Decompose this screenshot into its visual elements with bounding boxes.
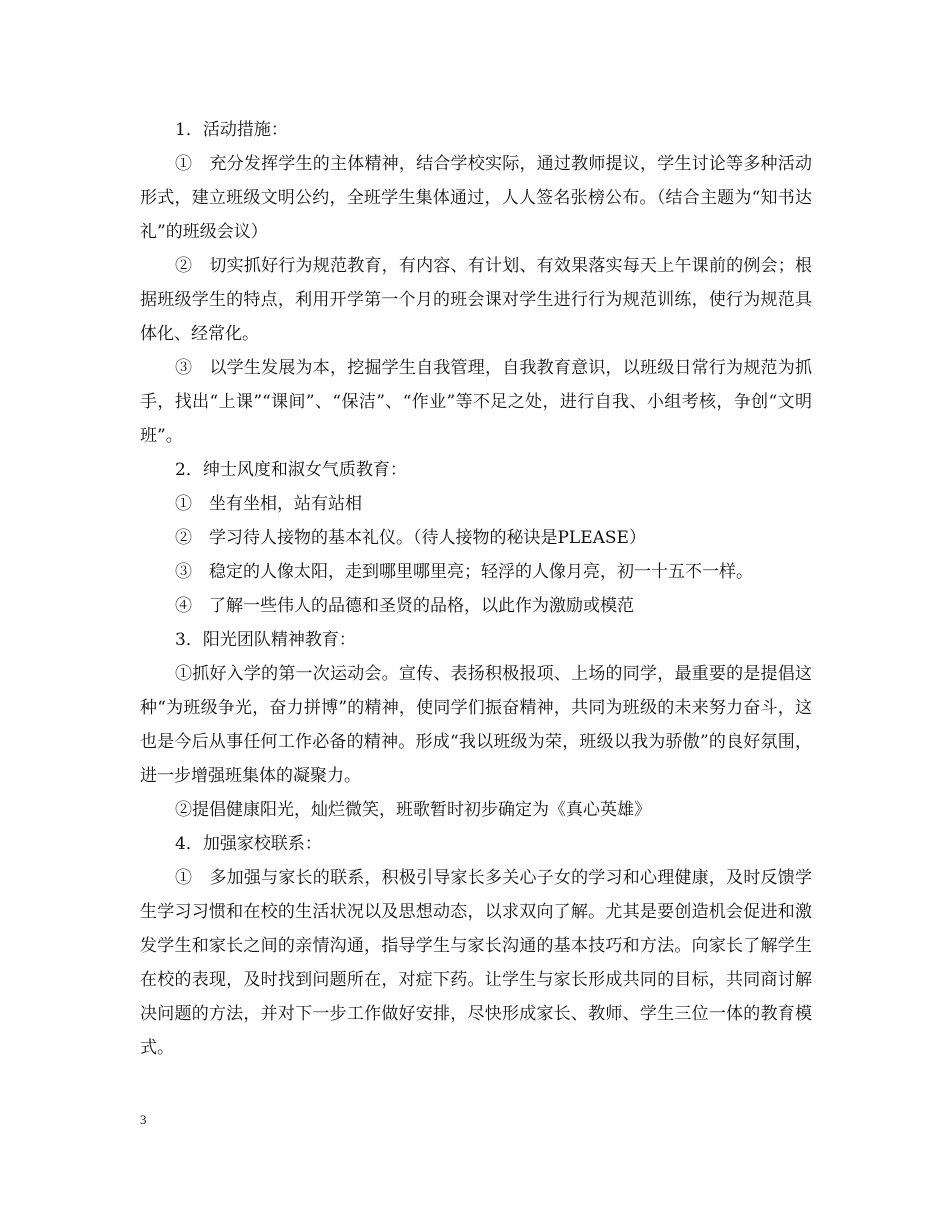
paragraph-item: ①抓好入学的第一次运动会。宣传、表扬积极报项、上场的同学，最重要的是提倡这种“为班级争光，奋力拼博”的精神，使同学们振奋精神，共同为班级的未来努力奋斗，这也是今后从事任何工作必备的精神。形成“我以班级为荣，班级以我为骄傲”的良好氛围，进一步增强班集体的凝聚力。 (140, 664, 812, 786)
paragraph-item: ② 学习待人接物的基本礼仪。（待人接物的秘诀是PLEASE） (175, 528, 646, 548)
paragraph-item: ① 充分发挥学生的主体精神，结合学校实际，通过教师提议，学生讨论等多种活动形式，建立班级文明公约，全班学生集体通过，人人签名张榜公布。（结合主题为“知书达礼”的班级会议） (140, 154, 812, 242)
paragraph-item: ③ 稳定的人像太阳，走到哪里哪里亮；轻浮的人像月亮，初一十五不一样。 (175, 562, 753, 582)
page-number: 3 (140, 1112, 147, 1127)
document-body (140, 113, 812, 1065)
heading-activity-measures: 1．活动措施： (175, 120, 288, 140)
paragraph-item: ① 坐有坐相，站有站相 (175, 494, 362, 514)
heading-team-spirit-education: 3．阳光团队精神教育： (175, 630, 356, 650)
heading-home-school-contact: 4．加强家校联系： (175, 834, 322, 854)
paragraph-item: ④ 了解一些伟人的品德和圣贤的品格，以此作为激励或模范 (175, 596, 634, 616)
paragraph-item: ③ 以学生发展为本，挖掘学生自我管理，自我教育意识，以班级日常行为规范为抓手，找出“上课”“课间”、“保洁”、“作业”等不足之处，进行自我、小组考核，争创“文明班”。 (140, 358, 812, 446)
paragraph-item: ② 切实抓好行为规范教育，有内容、有计划、有效果落实每天上午课前的例会；根据班级学生的特点，利用开学第一个月的班会课对学生进行行为规范训练，使行为规范具体化、经常化。 (140, 256, 812, 344)
paragraph-item: ②提倡健康阳光，灿烂微笑，班歌暂时初步确定为《真心英雄》 (175, 800, 651, 820)
paragraph-item: ① 多加强与家长的联系，积极引导家长多关心子女的学习和心理健康，及时反馈学生学习习惯和在校的生活状况以及思想动态，以求双向了解。尤其是要创造机会促进和激发学生和家长之间的亲情沟通，指导学生与家长沟通的基本技巧和方法。向家长了解学生在校的表现，及时找到问题所在，对症下药。让学生与家长形成共同的目标，共同商讨解决问题的方法，并对下一步工作做好安排，尽快形成家长、教师、学生三位一体的教育模式。 (140, 868, 812, 1058)
heading-gentleman-lady-education: 2．绅士风度和淑女气质教育： (175, 460, 407, 480)
